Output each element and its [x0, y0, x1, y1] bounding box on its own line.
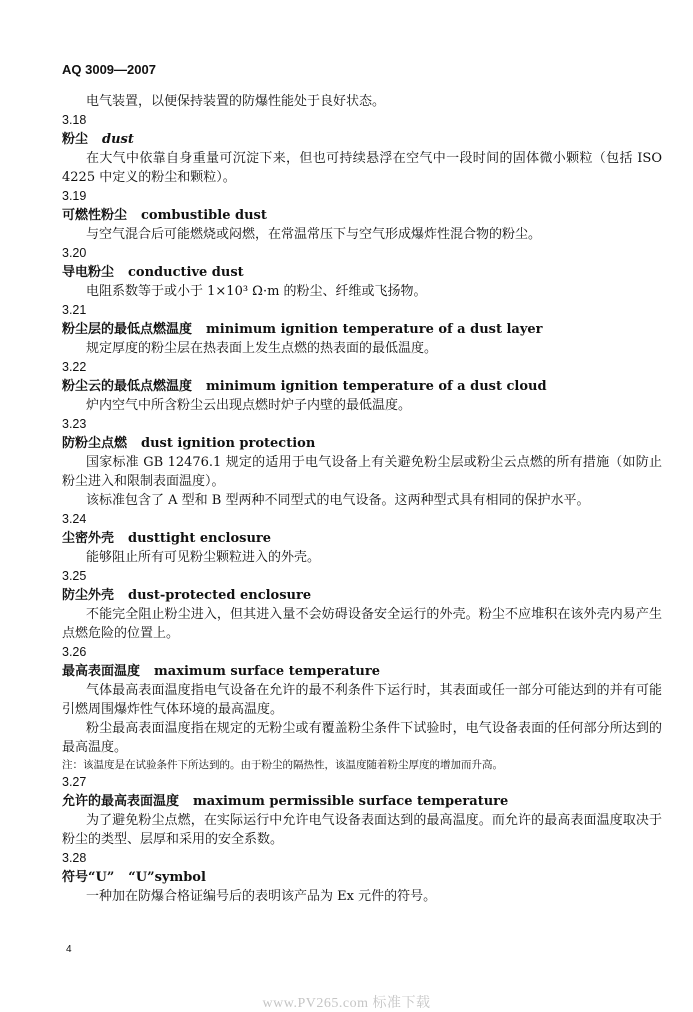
note-text: 注：该温度是在试验条件下所达到的。由于粉尘的隔热性，该温度随着粉尘厚度的增加而升高。: [62, 759, 503, 771]
term-english: maximum permissible surface temperature: [193, 794, 509, 809]
definition-paragraph: 炉内空气中所含粉尘云出现点燃时炉子内壁的最低温度。: [86, 398, 412, 413]
term-english: dusttight enclosure: [128, 531, 272, 546]
document-body: [62, 92, 662, 906]
term-english: dust: [102, 132, 134, 147]
intro-text: 电气装置，以便保持装置的防爆性能处于良好状态。: [86, 94, 386, 109]
definition-paragraph: 能够阻止所有可见粉尘颗粒进入的外壳。: [86, 550, 321, 565]
term-chinese: 粉尘: [62, 132, 89, 147]
section-number: 3.23: [62, 417, 87, 431]
term-heading: [62, 130, 662, 149]
term-heading: [62, 662, 662, 681]
definition-paragraph: 该标准包含了 A 型和 B 型两种不同型式的电气设备。这两种型式具有相同的保护水平。: [86, 493, 590, 508]
section-number: 3.20: [62, 246, 87, 260]
section-number: 3.19: [62, 189, 87, 203]
section-number: 3.24: [62, 512, 87, 526]
term-chinese: 防粉尘点燃: [62, 436, 128, 451]
term-chinese: 符号“U”: [62, 870, 115, 885]
definition-paragraph: 气体最高表面温度指电气设备在允许的最不利条件下运行时，其表面或任一部分可能达到的并有可能引燃周围爆炸性气体环境的最高温度。: [62, 683, 662, 717]
term-english: conductive dust: [128, 265, 244, 280]
definition-paragraph: 在大气中依靠自身重量可沉淀下来，但也可持续悬浮在空气中一段时间的固体微小颗粒（包括 ISO 4225 中定义的粉尘和颗粒）。: [62, 151, 662, 185]
term-chinese: 粉尘层的最低点燃温度: [62, 322, 193, 337]
term-heading: [62, 320, 662, 339]
definition-paragraph: 与空气混合后可能燃烧或闷燃，在常温常压下与空气形成爆炸性混合物的粉尘。: [86, 227, 542, 242]
term-heading: [62, 868, 662, 887]
section-number: 3.22: [62, 360, 87, 374]
term-chinese: 尘密外壳: [62, 531, 115, 546]
term-heading: [62, 377, 662, 396]
definition-paragraph: 电阻系数等于或小于 1×10³ Ω·m 的粉尘、纤维或飞扬物。: [86, 284, 427, 299]
term-heading: [62, 434, 662, 453]
term-heading: [62, 206, 662, 225]
term-english: dust ignition protection: [141, 436, 316, 451]
term-english: “U”symbol: [128, 870, 206, 885]
term-chinese: 导电粉尘: [62, 265, 115, 280]
term-chinese: 防尘外壳: [62, 588, 115, 603]
watermark: www.PV265.com 标准下载: [262, 996, 431, 1011]
definition-paragraph: 粉尘最高表面温度指在规定的无粉尘或有覆盖粉尘条件下试验时，电气设备表面的任何部分所达到的最高温度。: [62, 721, 662, 755]
term-heading: [62, 792, 662, 811]
definition-paragraph: 国家标准 GB 12476.1 规定的适用于电气设备上有关避免粉尘层或粉尘云点燃的所有措施（如防止粉尘进入和限制表面温度）。: [62, 455, 662, 489]
section-number: 3.21: [62, 303, 87, 317]
page-number: 4: [66, 944, 72, 955]
term-chinese: 粉尘云的最低点燃温度: [62, 379, 193, 394]
section-number: 3.28: [62, 851, 87, 865]
term-english: minimum ignition temperature of a dust cloud: [206, 379, 547, 394]
term-english: combustible dust: [141, 208, 267, 223]
term-heading: [62, 263, 662, 282]
section-number: 3.18: [62, 113, 87, 127]
term-english: minimum ignition temperature of a dust layer: [206, 322, 543, 337]
definition-paragraph: 一种加在防爆合格证编号后的表明该产品为 Ex 元件的符号。: [86, 889, 437, 904]
definition-paragraph: 规定厚度的粉尘层在热表面上发生点燃的热表面的最低温度。: [86, 341, 438, 356]
definition-paragraph: 为了避免粉尘点燃，在实际运行中允许电气设备表面达到的最高温度。而允许的最高表面温度取决于粉尘的类型、层厚和采用的安全系数。: [62, 813, 662, 847]
section-number: 3.25: [62, 569, 87, 583]
term-heading: [62, 586, 662, 605]
term-english: maximum surface temperature: [154, 664, 380, 679]
section-number: 3.27: [62, 775, 87, 789]
term-chinese: 允许的最高表面温度: [62, 794, 180, 809]
term-chinese: 最高表面温度: [62, 664, 141, 679]
standard-code: AQ 3009—2007: [62, 62, 156, 77]
term-heading: [62, 529, 662, 548]
term-chinese: 可燃性粉尘: [62, 208, 128, 223]
definition-paragraph: 不能完全阻止粉尘进入，但其进入量不会妨碍设备安全运行的外壳。粉尘不应堆积在该外壳内易产生点燃危险的位置上。: [62, 607, 662, 641]
term-english: dust-protected enclosure: [128, 588, 312, 603]
section-number: 3.26: [62, 645, 87, 659]
